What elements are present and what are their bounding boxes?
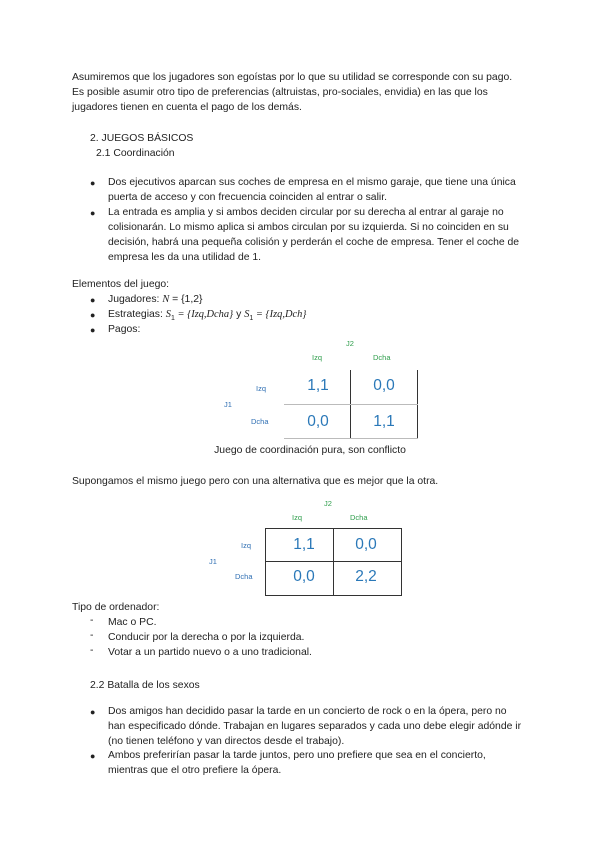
matrix-row-label: Dcha xyxy=(235,572,253,581)
matrix-col-label: Dcha xyxy=(373,353,391,362)
matrix-cell: 1,1 xyxy=(373,413,395,430)
matrix-player-j1: J1 xyxy=(209,557,217,566)
bullet-icon: ● xyxy=(90,208,96,218)
list-item: Votar a un partido nuevo o a uno tradicional. xyxy=(108,647,312,658)
bullet-icon: ● xyxy=(90,178,96,188)
bullet-icon: ● xyxy=(90,310,96,320)
matrix-divider xyxy=(284,404,418,405)
matrix-border xyxy=(333,528,334,595)
matrix-col-label: Izq xyxy=(312,353,323,362)
matrix-col-label: Izq xyxy=(292,513,303,522)
matrix-cell: 1,1 xyxy=(307,377,329,394)
dash-icon: - xyxy=(90,630,94,641)
section-heading-2-1: 2.1 Coordinación xyxy=(96,148,175,159)
jugadores-item: Jugadores: N = {1,2} xyxy=(108,294,203,305)
list-item: Dos amigos han decidido pasar la tarde en un concierto de rock o en la ópera, pero no han especificado dónde. Trabajan en lugares separados y cada uno debe elegir adónde ir (no tienen teléfono y van directos desde el trabajo). xyxy=(108,706,522,747)
tipo-title: Tipo de ordenador: xyxy=(72,602,160,613)
paragraph-2: Supongamos el mismo juego pero con una alternativa que es mejor que la otra. xyxy=(72,476,439,487)
matrix-player-j1: J1 xyxy=(224,400,232,409)
matrix-caption: Juego de coordinación pura, son conflicto xyxy=(214,445,406,456)
matrix-cell: 0,0 xyxy=(307,413,329,430)
matrix-cell: 0,0 xyxy=(373,377,395,394)
matrix-col-label: Dcha xyxy=(350,513,368,522)
matrix-cell: 2,2 xyxy=(355,568,377,585)
section-heading-2-2: 2.2 Batalla de los sexos xyxy=(90,680,200,691)
list-item: La entrada es amplia y si ambos deciden circular por su derecha al entrar al garaje no colisionarán. Lo mismo aplica si ambos circulan por su izquierda. Si no coinciden en su decisión, habrá una pequeña colisión y perderán el coche de empresa. Tener el coche de empresa les da una utilidad de 1. xyxy=(108,207,520,263)
matrix-row-label: Izq xyxy=(241,541,252,550)
bullet-icon: ● xyxy=(90,707,96,717)
matrix-player-j2: J2 xyxy=(346,339,354,348)
matrix-border xyxy=(401,528,402,595)
list-item: Mac o PC. xyxy=(108,617,157,628)
bullet-icon: ● xyxy=(90,751,96,761)
pagos-item: Pagos: xyxy=(108,324,141,335)
matrix-border xyxy=(265,528,266,595)
matrix-cell: 0,0 xyxy=(355,536,377,553)
estrategias-item: Estrategias: $S_1$ = {Izq,Dcha} y $S_1 = \{Izq,Dch\}$ xyxy=(108,309,307,323)
list-item: Dos ejecutivos aparcan sus coches de empresa en el mismo garaje, que tiene una única puerta de acceso y con frecuencia coinciden al entrar o salir. xyxy=(108,177,516,203)
matrix-cell: 0,0 xyxy=(293,568,315,585)
matrix-divider xyxy=(284,438,418,439)
list-item: Ambos preferirían pasar la tarde juntos, pero uno prefiere que sea en el concierto, mientras que el otro prefiere la ópera. xyxy=(108,750,486,776)
matrix-border xyxy=(265,595,402,596)
matrix-row-label: Izq xyxy=(256,384,267,393)
bullet-icon: ● xyxy=(90,325,96,335)
intro-paragraph: Asumiremos que los jugadores son egoístas por lo que su utilidad se corresponde con su pago. Es posible asumir otro tipo de preferencias (altruistas, pro-sociales, envidia) en las que los jugadores tienen en cuenta el pago de los demás. xyxy=(72,72,513,113)
matrix-player-j2: J2 xyxy=(324,499,332,508)
elements-title: Elementos del juego: xyxy=(72,279,170,290)
matrix-row-label: Dcha xyxy=(251,417,269,426)
list-item: Conducir por la derecha o por la izquierda. xyxy=(108,632,305,643)
dash-icon: - xyxy=(90,615,94,626)
bullet-icon: ● xyxy=(90,295,96,305)
section-heading-2: 2. JUEGOS BÁSICOS xyxy=(90,133,194,144)
matrix-cell: 1,1 xyxy=(293,536,315,553)
dash-icon: - xyxy=(90,645,94,656)
